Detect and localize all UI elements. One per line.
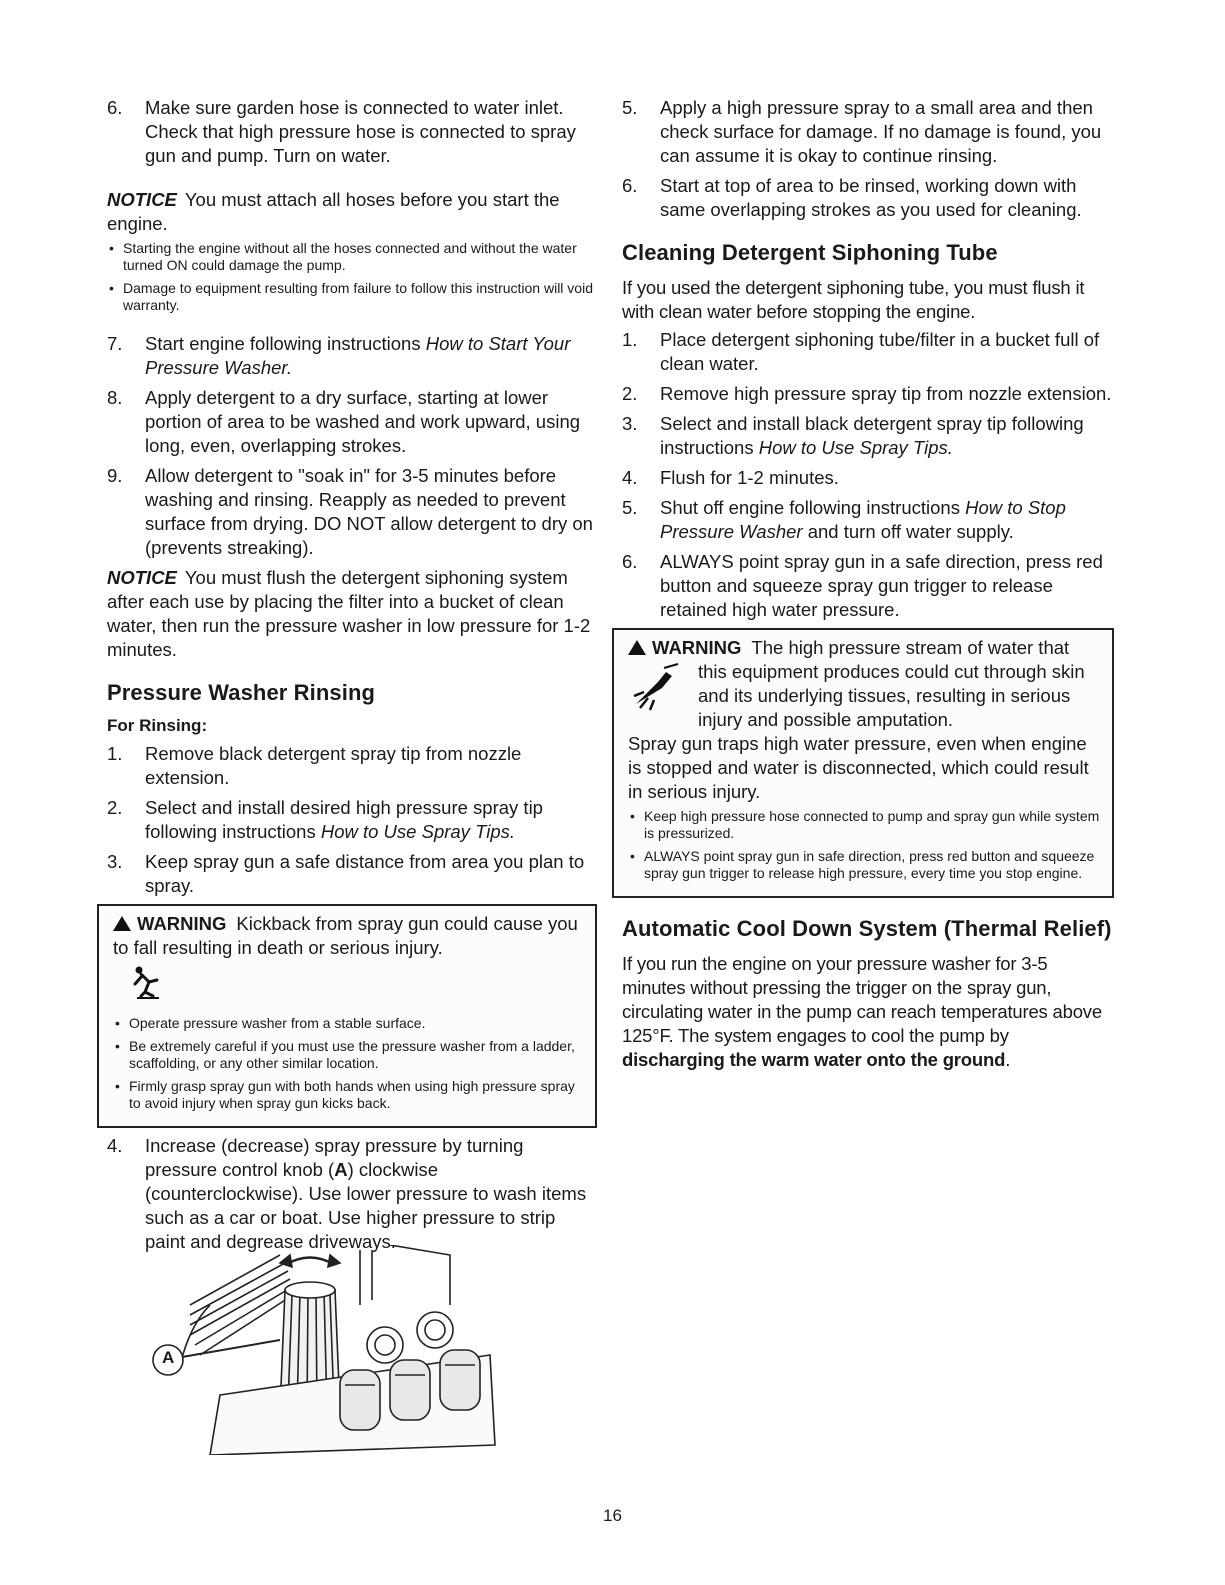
list-item: • Be extremely careful if you must use the pressure washer from a ladder, scaffolding, or any other similar location. <box>113 1038 585 1072</box>
rinse-step-3: 3. Keep spray gun a safe distance from area you plan to spray. <box>107 851 585 896</box>
list-item: • Operate pressure washer from a stable surface. <box>113 1015 585 1032</box>
list-item: • Damage to equipment resulting from failure to follow this instruction will void warranty. <box>107 280 597 314</box>
warning-box-kickback <box>97 904 597 1128</box>
warning-heading: WARNING Kickback from spray gun could cause you to fall resulting in death or serious injury. <box>113 913 578 958</box>
notice-bullets <box>107 240 597 314</box>
list-item: • Firmly grasp spray gun with both hands when using high pressure spray to avoid injury when spray gun kicks back. <box>113 1078 585 1112</box>
warning-bullets <box>113 1015 585 1112</box>
left-column <box>107 96 597 1260</box>
right-column <box>622 96 1114 1072</box>
notice-attach-hoses: NOTICE You must attach all hoses before you start the engine. <box>107 189 560 234</box>
siphon-step-3: 3. Select and install black detergent spray tip following instructions How to Use Spray Tips. <box>622 413 1084 458</box>
notice-label: NOTICE <box>107 567 177 588</box>
subsection-title-for-rinsing: For Rinsing: <box>107 716 208 735</box>
rinse-step-1: 1. Remove black detergent spray tip from nozzle extension. <box>107 743 522 788</box>
siphoning-intro: If you used the detergent siphoning tube, you must flush it with clean water before stopping the engine. <box>622 277 1085 322</box>
callout-label-a: A <box>162 1348 175 1367</box>
warning-label: WARNING <box>137 913 227 934</box>
pressure-knob-illustration <box>150 1245 510 1455</box>
warning-triangle-icon <box>628 640 646 655</box>
skin-injection-icon <box>628 660 688 714</box>
step-4-pressure-control: 4. Increase (decrease) spray pressure by turning pressure control knob (A) clockwise (counterclockwise). Use lower pressure to wash items such as a car or boat. Use higher pressure to strip paint and degrease driveways. <box>107 1135 587 1252</box>
section-title-siphoning: Cleaning Detergent Siphoning Tube <box>622 240 998 265</box>
section-title-rinsing: Pressure Washer Rinsing <box>107 680 376 705</box>
warning-icon-text: this equipment produces could cut through skin and its underlying tissues, resulting in serious injury and possible amputation. <box>698 661 1085 730</box>
warning-box-high-pressure <box>612 628 1114 898</box>
siphon-step-6: 6. ALWAYS point spray gun in a safe direction, press red button and squeeze spray gun trigger to release retained high water pressure. <box>622 551 1103 620</box>
step-6: 6. Make sure garden hose is connected to water inlet. Check that high pressure hose is connected to spray gun and pump. Turn on water. <box>107 97 576 166</box>
warning-label: WARNING <box>652 637 742 658</box>
right-step-6: 6. Start at top of area to be rinsed, working down with same overlapping strokes as you used for cleaning. <box>622 175 1082 220</box>
siphon-step-4: 4. Flush for 1-2 minutes. <box>622 467 839 488</box>
siphon-step-2: 2. Remove high pressure spray tip from nozzle extension. <box>622 383 1112 404</box>
pump-knob-drawing <box>150 1245 510 1455</box>
step-7: 7. Start engine following instructions How to Start Your Pressure Washer. <box>107 333 571 378</box>
warning-body-text: Spray gun traps high water pressure, even when engine is stopped and water is disconnected, which could result in serious injury. <box>628 733 1089 802</box>
warning-triangle-icon <box>113 916 131 931</box>
section-title-thermal-relief: Automatic Cool Down System (Thermal Relief) <box>622 916 1112 941</box>
list-item: • Keep high pressure hose connected to pump and spray gun while system is pressurized. <box>628 808 1102 842</box>
notice-flush-siphon: NOTICE You must flush the detergent siphoning system after each use by placing the filter into a bucket of clean water, then run the pressure washer in low pressure for 1-2 minutes. <box>107 567 591 660</box>
step-9: 9. Allow detergent to "soak in" for 3-5 minutes before washing and rinsing. Reapply as needed to prevent surface from drying. DO NOT allow detergent to dry on (prevents streaking). <box>107 465 593 558</box>
siphon-step-1: 1. Place detergent siphoning tube/filter in a bucket full of clean water. <box>622 329 1100 374</box>
warning-heading: WARNING The high pressure stream of water that <box>628 636 1102 660</box>
notice-label: NOTICE <box>107 189 177 210</box>
list-item: • Starting the engine without all the hoses connected and without the water turned ON could damage the pump. <box>107 240 597 274</box>
right-step-5: 5. Apply a high pressure spray to a small area and then check surface for damage. If no damage is found, you can assume it is okay to continue rinsing. <box>622 97 1102 166</box>
page-number: 16 <box>603 1506 622 1525</box>
step-8: 8. Apply detergent to a dry surface, starting at lower portion of area to be washed and work upward, using long, even, overlapping strokes. <box>107 387 581 456</box>
list-item: • ALWAYS point spray gun in safe direction, press red button and squeeze spray gun trigger to release high pressure, every time you stop engine. <box>628 848 1102 882</box>
rinse-step-2: 2. Select and install desired high pressure spray tip following instructions How to Use Spray Tips. <box>107 797 543 842</box>
siphon-step-5: 5. Shut off engine following instructions How to Stop Pressure Washer and turn off water supply. <box>622 497 1066 542</box>
falling-person-icon <box>127 962 167 1002</box>
thermal-relief-text: If you run the engine on your pressure washer for 3-5 minutes without pressing the trigger on the spray gun, circulating water in the pump can reach temperatures above 125°F. The system engages to cool the pump by discharging the warm water onto the ground. <box>622 953 1102 1070</box>
warning-bullets <box>628 808 1102 882</box>
